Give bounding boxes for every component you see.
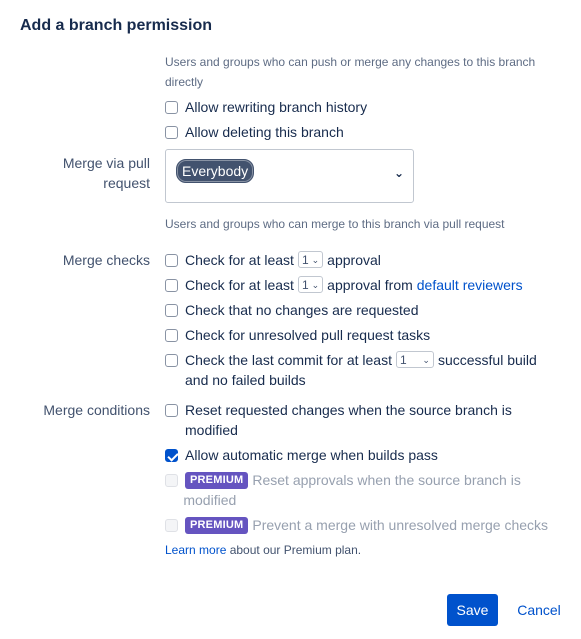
prevent-merge-checkbox [165,519,178,532]
min-approvals-prefix: Check for at least [185,252,294,268]
successful-builds-suffix: successful build [437,352,537,368]
chevron-down-icon[interactable]: ⌄ [393,166,404,180]
unresolved-tasks-label: Check for unresolved pull request tasks [185,327,431,343]
default-reviewers-prefix: Check for at least [185,277,294,293]
premium-badge: PREMIUM [185,517,248,534]
learn-more-rest: about our Premium plan. [226,543,362,557]
default-reviewers-select[interactable] [298,276,323,293]
allow-deleting-label: Allow deleting this branch [185,124,344,140]
successful-builds-prefix: Check the last commit for at least [185,352,392,368]
reset-changes-line2: modified [185,422,238,438]
allow-deleting-checkbox[interactable] [165,126,178,139]
chevron-down-icon: ⌄ [311,279,320,290]
learn-more-text [165,540,361,560]
allow-rewriting-option[interactable] [165,97,367,117]
auto-merge-label: Allow automatic merge when builds pass [185,447,438,463]
no-changes-requested-label: Check that no changes are requested [185,302,419,318]
min-approvals-option[interactable] [165,250,381,270]
unresolved-tasks-checkbox[interactable] [165,329,178,342]
merge-via-pr-select[interactable] [165,149,414,203]
reset-approvals-option [165,470,521,510]
merge-via-pr-help: Users and groups who can merge to this branch via pull request [165,217,505,231]
default-reviewers-checkbox[interactable] [165,279,178,292]
everybody-tag[interactable]: Everybody [176,159,254,183]
unresolved-tasks-option[interactable] [165,325,430,345]
min-approvals-suffix: approval [327,252,381,268]
successful-builds-checkbox[interactable] [165,354,178,367]
default-reviewers-value: 1 [301,277,309,292]
reset-changes-option[interactable] [165,400,512,440]
prevent-merge-label: Prevent a merge with unresolved merge checks [252,517,549,533]
successful-builds-select[interactable] [396,351,434,368]
reset-changes-checkbox[interactable] [165,404,178,417]
prevent-merge-option [165,515,548,535]
merge-checks-label: Merge checks [62,252,150,268]
cancel-button[interactable]: Cancel [510,594,568,626]
reset-approvals-line1: Reset approvals when the source branch is [252,472,521,488]
reset-approvals-checkbox [165,474,178,487]
learn-more-link[interactable]: Learn more [165,543,227,557]
chevron-down-icon: ⌄ [422,354,430,365]
min-approvals-value: 1 [301,252,309,267]
auto-merge-checkbox[interactable] [165,449,178,462]
save-button[interactable]: Save [447,594,498,626]
chevron-down-icon: ⌄ [311,254,320,265]
write-access-help: Users and groups who can push or merge any changes to this branch directly [165,55,536,89]
no-changes-requested-option[interactable] [165,300,419,320]
default-reviewers-link[interactable]: default reviewers [416,277,523,293]
successful-builds-value: 1 [399,352,407,367]
successful-builds-option[interactable] [165,350,537,390]
auto-merge-option[interactable] [165,445,438,465]
merge-conditions-label: Merge conditions [43,402,150,418]
allow-deleting-option[interactable] [165,122,344,142]
min-approvals-select[interactable] [298,251,323,268]
reset-approvals-line2: modified [183,492,237,508]
default-reviewers-suffix: approval from [327,277,413,293]
successful-builds-line2: and no failed builds [185,372,306,388]
allow-rewriting-checkbox[interactable] [165,101,178,114]
default-reviewers-option[interactable] [165,275,523,295]
merge-via-pr-label: Merge via pull request [62,155,150,191]
reset-changes-line1: Reset requested changes when the source branch is [185,402,512,418]
dialog-title: Add a branch permission [20,17,213,34]
premium-badge: PREMIUM [185,472,248,489]
no-changes-requested-checkbox[interactable] [165,304,178,317]
allow-rewriting-label: Allow rewriting branch history [185,99,368,115]
min-approvals-checkbox[interactable] [165,254,178,267]
